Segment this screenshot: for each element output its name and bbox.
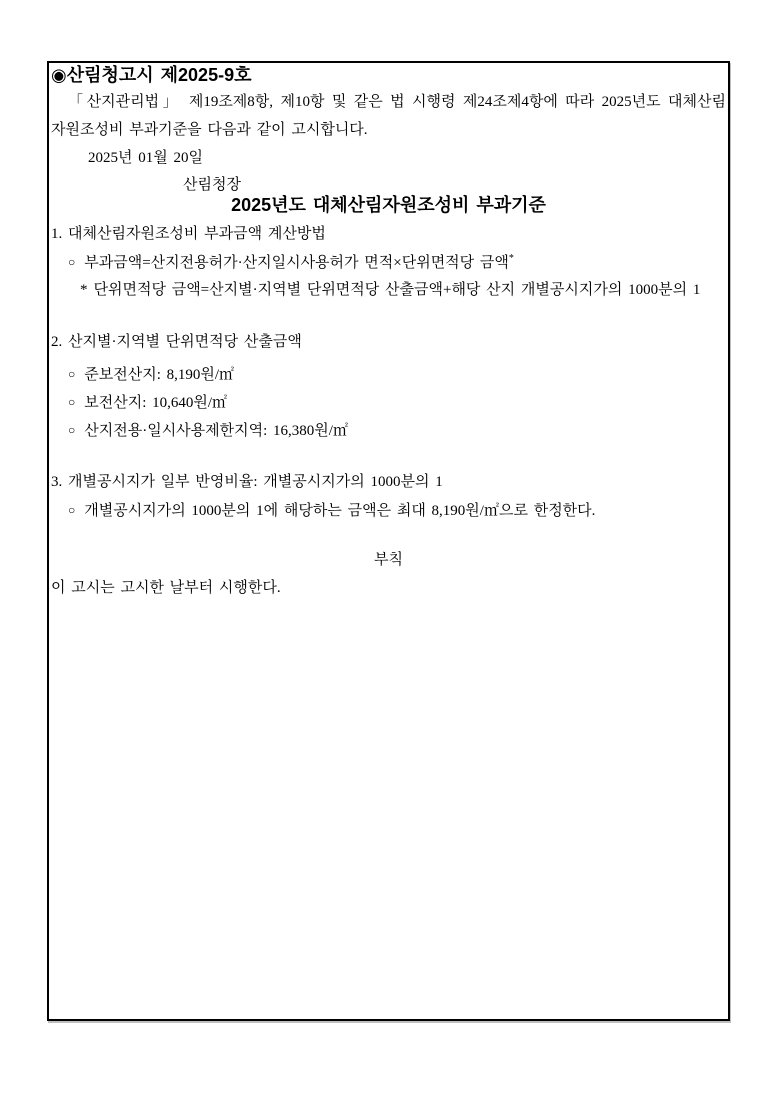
circle-bullet-icon: ○ <box>68 395 76 409</box>
section-1-item-1-text: 부과금액=산지전용허가·산지일시사용허가 면적×단위면적당 금액 <box>84 255 509 271</box>
section-2-item-1 <box>68 362 726 387</box>
notice-document-frame <box>47 61 730 1021</box>
section-3-item-1-text: 개별공시지가의 1000분의 1에 해당하는 금액은 최대 8,190원/㎡으로 한정한다. <box>84 503 596 519</box>
section-2-item-3 <box>68 418 726 443</box>
section-2-item-2-text: 보전산지: 10,640원/㎡ <box>84 395 228 411</box>
notice-number-heading: ◉산림청고시 제2025-9호 <box>51 65 252 85</box>
section-2-heading: 2. 산지별·지역별 단위면적당 산출금액 <box>51 334 302 350</box>
section-1-item-2-text: 단위면적당 금액=산지별·지역별 단위면적당 산출금액+해당 산지 개별공시지가의 1000분의 1 <box>93 282 701 298</box>
asterisk-bullet-icon: * <box>80 282 88 298</box>
section-1-item-1 <box>68 250 726 275</box>
section-1-heading: 1. 대체산림자원조성비 부과금액 계산방법 <box>51 226 326 242</box>
circle-bullet-icon: ○ <box>68 423 76 437</box>
intro-paragraph-line2: 자원조성비 부과기준을 다음과 같이 고시합니다. <box>51 122 368 138</box>
circle-bullet-icon: ○ <box>68 367 76 381</box>
section-3-heading: 3. 개별공시지가 일부 반영비율: 개별공시지가의 1000분의 1 <box>51 474 443 490</box>
footnote-asterisk: * <box>508 253 514 264</box>
section-2-item-2 <box>68 390 726 415</box>
intro-paragraph-line1: 「산지관리법」 제19조제8항, 제10항 및 같은 법 시행령 제24조제4항에 따라 2025년도 대체산림 <box>68 94 726 110</box>
section-1-item-2 <box>80 278 726 302</box>
section-2-item-1-text: 준보전산지: 8,190원/㎡ <box>84 367 235 383</box>
appendix-body-text: 이 고시는 고시한 날부터 시행한다. <box>51 580 281 596</box>
notice-signature: 산림청장 <box>183 177 241 193</box>
section-3-item-1 <box>68 498 726 523</box>
section-2-item-3-text: 산지전용·일시사용제한지역: 16,380원/㎡ <box>84 423 348 439</box>
notice-date: 2025년 01월 20일 <box>88 150 203 166</box>
appendix-heading: 부칙 <box>374 552 403 568</box>
circle-bullet-icon: ○ <box>68 255 76 269</box>
notice-title: 2025년도 대체산림자원조성비 부과기준 <box>231 195 546 215</box>
circle-bullet-icon: ○ <box>68 503 76 517</box>
